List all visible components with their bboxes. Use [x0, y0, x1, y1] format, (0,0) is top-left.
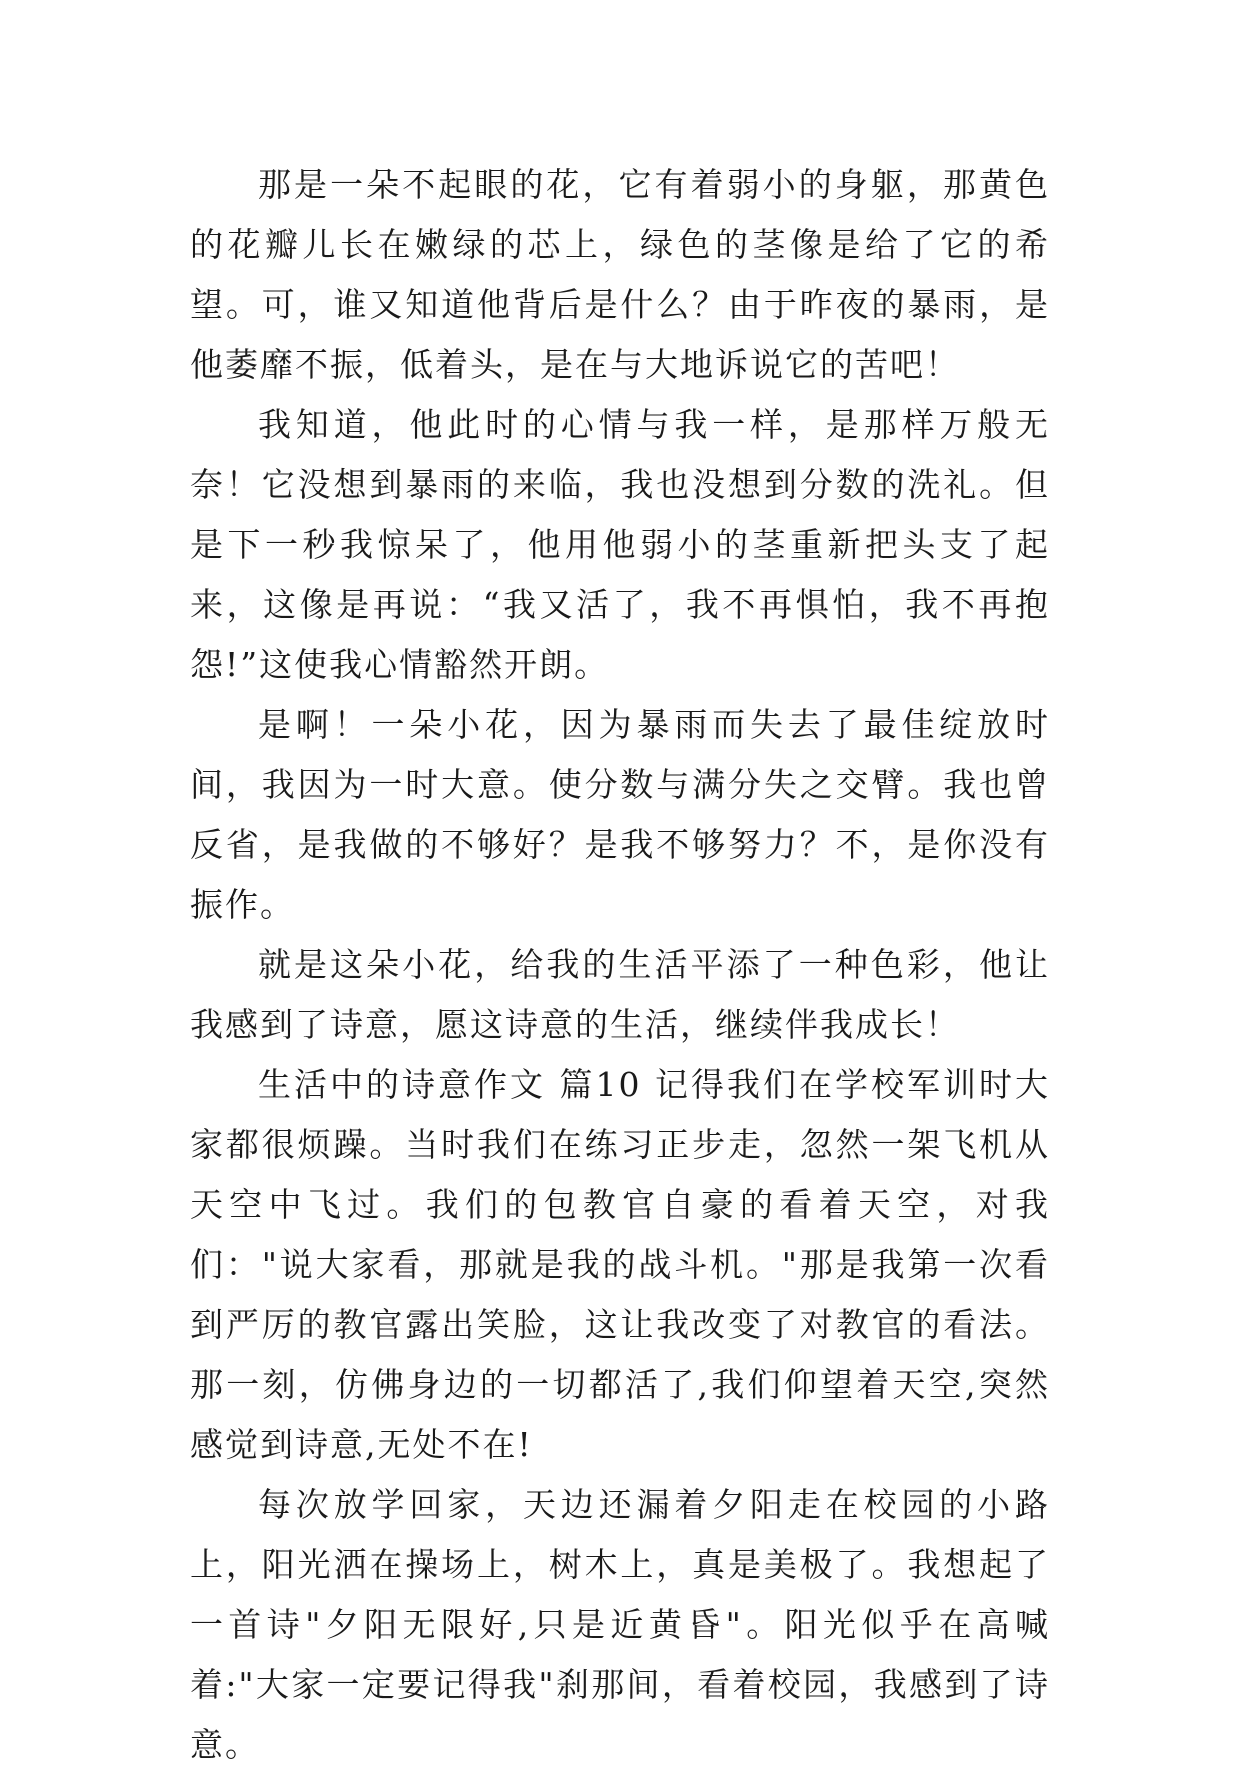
paragraph-4: 就是这朵小花，给我的生活平添了一种色彩，他让我感到了诗意，愿这诗意的生活，继续伴我成长！ [190, 945, 1050, 1044]
paragraph-2: 我知道，他此时的心情与我一样，是那样万般无奈！它没想到暴雨的来临，我也没想到分数的洗礼。但是下一秒我惊呆了，他用他弱小的茎重新把头支了起来，这像是再说：“我又活了，我不再惧怕，我不再抱怨!”这使我心情豁然开朗。 [190, 405, 1050, 684]
paragraph-1: 那是一朵不起眼的花，它有着弱小的身躯，那黄色的花瓣儿长在嫩绿的芯上，绿色的茎像是给了它的希望。可，谁又知道他背后是什么？由于昨夜的暴雨，是他萎靡不振，低着头，是在与大地诉说它的苦吧！ [190, 165, 1050, 384]
paragraph-5: 生活中的诗意作文 篇10 记得我们在学校军训时大家都很烦躁。当时我们在练习正步走，忽然一架飞机从天空中飞过。我们的包教官自豪的看着天空，对我们："说大家看，那就是我的战斗机。"那是我第一次看到严厉的教官露出笑脸，这让我改变了对教官的看法。那一刻，仿佛身边的一切都活了,我们仰望着天空,突然感觉到诗意,无处不在! [190, 1065, 1050, 1464]
paragraph-6: 每次放学回家，天边还漏着夕阳走在校园的小路上，阳光洒在操场上，树木上，真是美极了。我想起了一首诗"夕阳无限好,只是近黄昏"。阳光似乎在高喊着:"大家一定要记得我"刹那间，看着校园，我感到了诗意。 [190, 1485, 1050, 1764]
paragraph-3: 是啊！一朵小花，因为暴雨而失去了最佳绽放时间，我因为一时大意。使分数与满分失之交臂。我也曾反省，是我做的不够好？是我不够努力？不，是你没有振作。 [190, 705, 1050, 924]
essay-body [190, 155, 1050, 1775]
